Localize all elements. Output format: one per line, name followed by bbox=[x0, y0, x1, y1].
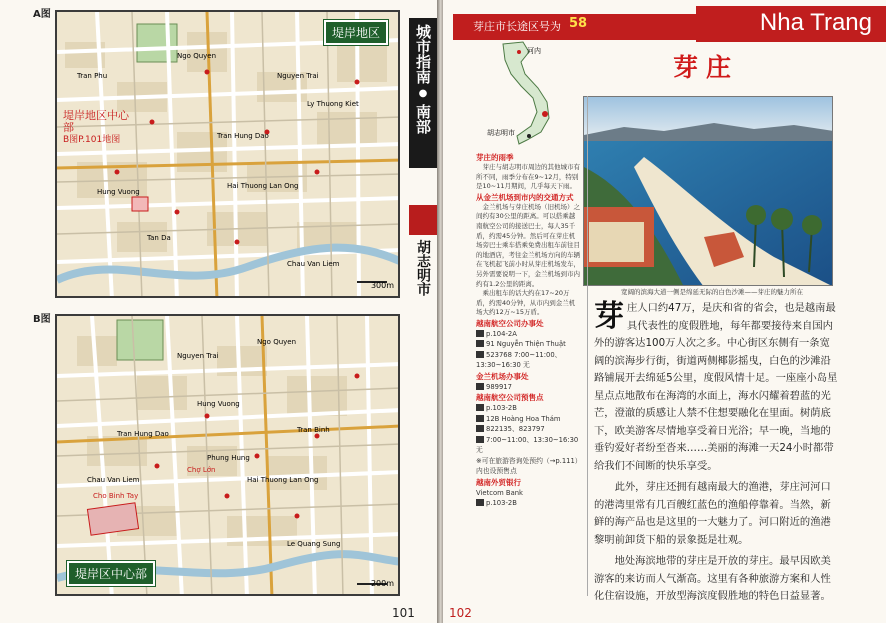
map-a-street-label: Ngo Quyen bbox=[177, 52, 217, 60]
sidebar-heading: 芽庄的雨季 bbox=[476, 153, 514, 162]
sidebar-row-text: p.104-2A bbox=[486, 329, 517, 338]
sidebar-heading: 从金兰机场到市内的交通方式 bbox=[476, 192, 574, 202]
map-b-area-label: 堤岸区中心部 bbox=[67, 561, 155, 586]
sidebar-row-text: 91 Nguyễn Thiện Thuật bbox=[486, 340, 566, 349]
map-b-street-label: Phung Hung bbox=[207, 454, 250, 462]
sidebar-row bbox=[476, 414, 580, 425]
side-tab-title: 城市指南 bbox=[414, 24, 432, 84]
main-article bbox=[594, 300, 840, 606]
map-a-street-label: Nguyen Trai bbox=[277, 72, 319, 80]
sidebar-row bbox=[476, 498, 580, 509]
sidebar-row bbox=[476, 382, 580, 393]
beach-photo bbox=[583, 96, 833, 286]
map-b-street-label: Nguyen Trai bbox=[177, 352, 219, 360]
sidebar-heading: 越南外贸银行 bbox=[476, 477, 521, 487]
map-a-scale: 300m bbox=[370, 281, 394, 290]
address-icon bbox=[476, 340, 484, 347]
map-a-street-label: Chau Van Liem bbox=[287, 260, 340, 268]
map-a-callout bbox=[63, 110, 133, 146]
map-b-street-label: Hung Vuong bbox=[197, 400, 240, 408]
map-ref-icon bbox=[476, 499, 484, 506]
map-b-scale: 200m bbox=[370, 579, 394, 588]
map-a-street-label: Hai Thuong Lan Ong bbox=[227, 182, 299, 190]
map-b-place-label: Chợ Lớn bbox=[187, 466, 216, 474]
sidebar-paragraph: 乘出租车的话大约在17~20万盾，约需40分钟，从市内到金兰机场大约12万~15万盾。 bbox=[476, 289, 576, 317]
map-a-street-label: Tran Phu bbox=[77, 72, 108, 80]
sidebar-row bbox=[476, 403, 580, 414]
sidebar-row-text: 12B Hoàng Hoa Thám bbox=[486, 414, 561, 423]
sidebar-heading: 金兰机场办事处 bbox=[476, 371, 529, 381]
map-b-place-label: Cho Binh Tay bbox=[93, 492, 139, 500]
sidebar-row bbox=[476, 424, 580, 435]
article-paragraph: 庄人口约47万，是庆和省的省会，也是越南最具代表性的度假胜地，每年都要接待来自国内外的游客达100万人次之多。中心街区东侧有一条宽阔的滨海步行街，街道两侧椰影摇曳，白色的沙滩沿路铺展开去绵延5公里，度假风情十足。一座座小岛星星点点地散布在海湾的水面上，海水闪耀着碧蓝的光芒，澄澈的质感让人禁不住想要融化在里面。树荫底下，欧美游客尽情地享受着日光浴；早一晚，当地的垂钓爱好者纷至沓来……美丽的海滩一天24小时都带给我们不间断的快乐享受。 bbox=[594, 302, 838, 472]
map-a-area-label: 堤岸地区 bbox=[324, 20, 388, 45]
left-page bbox=[0, 0, 437, 623]
drop-cap: 芽 bbox=[594, 299, 624, 334]
map-a-tag: A图 bbox=[33, 9, 51, 20]
phone-icon bbox=[476, 351, 484, 358]
side-tab-city-guide bbox=[409, 18, 437, 168]
map-b-street-label: Tran Hung Dao bbox=[117, 430, 169, 438]
sidebar-row-text: p.103-2B bbox=[486, 499, 517, 508]
page-number-right: 102 bbox=[449, 606, 472, 620]
side-tab-dot: ● bbox=[418, 88, 428, 99]
sidebar-row-text: p.103-2B bbox=[486, 404, 517, 413]
sidebar-row bbox=[476, 435, 580, 456]
vietnam-locator-map bbox=[483, 40, 583, 150]
column-divider bbox=[587, 96, 588, 596]
map-b[interactable] bbox=[55, 314, 400, 596]
vn-map-label: 胡志明市 bbox=[487, 129, 515, 137]
sidebar-row-text: 7:00~11:00、13:30~16:30 无 bbox=[476, 435, 579, 455]
phone-icon bbox=[476, 425, 484, 432]
article-paragraph: 此外，芽庄还拥有越南最大的渔港，芽庄河河口的港湾里常有几百艘红蓝色的渔船停靠着。当然，新鲜的海产品也是这里的一大魅力了。河口附近的渔港黎明前卸货下船的景象挺是壮观。 bbox=[594, 481, 831, 546]
side-tab-city-text: 胡志明市 bbox=[415, 240, 431, 296]
sidebar-row bbox=[476, 339, 580, 350]
map-ref-icon bbox=[476, 330, 484, 337]
vn-map-label: 河内 bbox=[527, 47, 541, 55]
sidebar-paragraph: 芽庄与胡志明市周边的其他城市有所不同，雨季分布在9~12月，特别是10~11月期间，几乎每天下雨。 bbox=[476, 163, 580, 191]
sidebar-row-text: 822135、823797 bbox=[486, 425, 545, 434]
map-b-street-label: Chau Van Liem bbox=[87, 476, 140, 484]
clock-icon bbox=[476, 436, 484, 443]
sidebar-row bbox=[476, 350, 580, 371]
map-a-callout-ref: B图P.101地图 bbox=[63, 135, 121, 145]
sidebar-heading: 越南航空公司预售点 bbox=[476, 393, 544, 403]
sidebar-row: Vietcom Bank bbox=[476, 488, 523, 497]
beach-photo-image bbox=[584, 97, 833, 286]
map-b-street-label: Tran Binh bbox=[297, 426, 330, 434]
page-title: 芽庄 bbox=[673, 53, 740, 82]
article-paragraph: 地处海滨地带的芽庄是开放的芽庄。最早因欧美游客的来访而人气渐高。这里有各种旅游方案和人性化住宿设施，开放型海滨度假胜地的特色日益显著。 bbox=[594, 555, 831, 602]
map-a-street-label: Tan Da bbox=[147, 234, 171, 242]
sidebar-notes bbox=[476, 152, 580, 509]
header-area-code: 58 bbox=[569, 16, 588, 31]
sidebar-row-text: 523768 7:00~11:00、13:30~16:30 无 bbox=[476, 350, 562, 370]
map-a-callout-text: 堤岸地区中心部 bbox=[63, 109, 129, 134]
sidebar-heading: 越南航空公司办事处 bbox=[476, 318, 544, 328]
page-number-left: 101 bbox=[392, 606, 415, 620]
map-a-street-label: Hung Vuong bbox=[97, 188, 140, 196]
address-icon bbox=[476, 415, 484, 422]
map-b-tag: B图 bbox=[33, 314, 51, 325]
phone-icon bbox=[476, 383, 484, 390]
side-tab-city bbox=[409, 240, 437, 296]
right-page bbox=[443, 0, 886, 623]
map-a-street-label: Tran Hung Dao bbox=[217, 132, 269, 140]
map-b-street-label: Hai Thuong Lan Ong bbox=[247, 476, 319, 484]
photo-caption: 宽阔的滨海大道一侧是绵延无际的白色沙滩——芽庄的魅力所在 bbox=[621, 288, 803, 296]
map-ref-icon bbox=[476, 404, 484, 411]
brand-title: Nha Trang bbox=[759, 9, 872, 36]
map-b-street-label: Ngo Quyen bbox=[257, 338, 297, 346]
map-b-street-label: Le Quang Sung bbox=[287, 540, 341, 548]
sidebar-row: ※可在旅游咨询处预约（→p.111）内也设预售点 bbox=[476, 456, 579, 476]
side-tab-region: 南部 bbox=[414, 104, 432, 134]
sidebar-row-text: 989917 bbox=[486, 382, 512, 391]
map-a[interactable] bbox=[55, 10, 400, 298]
map-a-street-label: Ly Thuong Kiet bbox=[307, 100, 359, 108]
header-label: 芽庄市长途区号为 bbox=[473, 20, 561, 33]
sidebar-row bbox=[476, 329, 580, 340]
map-a-streets bbox=[57, 12, 400, 298]
sidebar-paragraph: 金兰机场与芽庄机场（旧机场）之间约有30公里的距离。可以搭乘越南航空公司的接送巴士，每人35千盾，约需45分钟。然后可在芽庄机场旁巴士乘车搭乘免费出租车前往目的地酒店，考往金兰机场方向的车辆在飞机起飞前小时从芽庄机场发车，另外需要说明一下，金兰机场到市内约有1.2公里的距离。 bbox=[476, 202, 580, 288]
side-tab-redbar bbox=[409, 205, 437, 235]
